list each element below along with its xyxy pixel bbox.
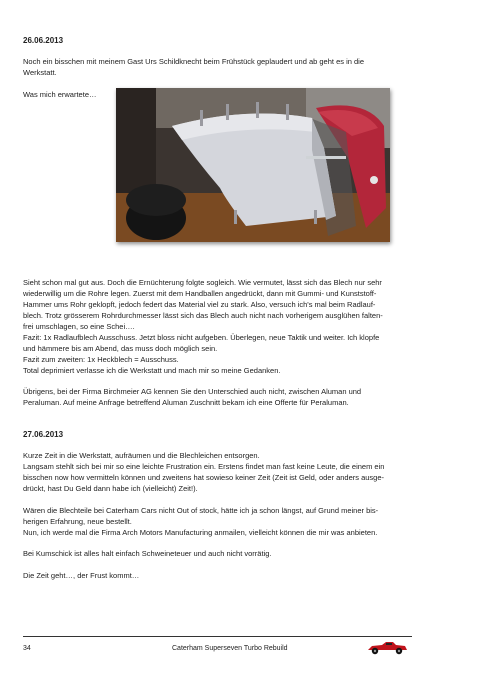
red-car-icon [366, 639, 408, 655]
paragraph-line: bisschen now how vermitteln können und zweitens hat sowieso keiner Zeit (Zeit ist Geld, oder anders ausge- [23, 473, 385, 482]
paragraph-line: frei umschlagen, so eine Schei…. [23, 322, 135, 331]
footer-divider [23, 636, 412, 637]
paragraph-line: Übrigens, bei der Firma Birchmeier AG kennen Sie den Unterschied auch nicht, zwischen Aluman und [23, 387, 362, 396]
paragraph-line: Peraluman. Auf meine Anfrage betreffend Aluman Zuschnitt bekam ich eine Offerte für Peraluman. [23, 398, 349, 407]
entry-date: 27.06.2013 [23, 430, 64, 439]
workshop-photo [116, 88, 390, 242]
paragraph-line: Bei Kumschick ist alles halt einfach Schweineteuer und auch nicht vorrätig. [23, 549, 272, 558]
paragraph-line: und hämmere bis am Abend, das muss doch möglich sein. [23, 344, 218, 353]
paragraph-line: Hammer ums Rohr geklopft, jedoch federt das Material viel zu stark. Also, versuch ich's mal beim Radlauf- [23, 300, 376, 309]
paragraph-line: drückt, hast Du Geld dann habe ich (vielleicht) Zeit!). [23, 484, 198, 493]
paragraph-line: Wären die Blechteile bei Caterham Cars nicht Out of stock, hätte ich ja schon längst, auf Grund meiner bis- [23, 506, 379, 515]
paragraph-line: Total deprimiert verlasse ich die Werkstatt und mach mir so meine Gedanken. [23, 366, 281, 375]
paragraph-line: Nun, ich werde mal die Firma Arch Motors Manufacturing anmailen, vielleicht können die mir was anbieten. [23, 528, 378, 537]
paragraph-line: Die Zeit geht…, der Frust kommt… [23, 571, 140, 580]
paragraph-line: Fazit: 1x Radlaufblech Ausschuss. Jetzt bloss nicht aufgeben. Überlegen, neue Taktik und weiter. Ich klopfe [23, 333, 380, 342]
paragraph-line: Fazit zum zweiten: 1x Heckblech = Ausschuss. [23, 355, 179, 364]
paragraph-line: blech. Trotz grösserem Rohrdurchmesser lässt sich das Blech auch nicht nach vorherigem ausglühen falten- [23, 311, 383, 320]
page-number: 34 [23, 645, 31, 652]
footer-title: Caterham Superseven Turbo Rebuild [172, 645, 288, 652]
paragraph-line: Kurze Zeit in die Werkstatt, aufräumen und die Blechleichen entsorgen. [23, 451, 260, 460]
aluminium-panel-illustration [116, 88, 390, 242]
entry-date: 26.06.2013 [23, 36, 64, 45]
paragraph-line: herigen Erfahrung, neue bestellt. [23, 517, 132, 526]
paragraph-line: Sieht schon mal gut aus. Doch die Ernüchterung folgte sogleich. Wie vermutet, lässt sich das Blech nur sehr [23, 278, 382, 287]
paragraph-line: wiederwillig um die Rohre legen. Zuerst mit dem Handballen angedrückt, dann mit Gummi- und Kunststoff- [23, 289, 377, 298]
paragraph-line: Was mich erwartete… [23, 90, 97, 99]
paragraph-line: Werkstatt. [23, 68, 57, 77]
paragraph-line: Noch ein bisschen mit meinem Gast Urs Schildknecht beim Frühstück geplaudert und ab geht es in die [23, 57, 365, 66]
paragraph-line: Langsam stehlt sich bei mir so eine leichte Frustration ein. Erstens findet man fast keine Leute, die einem ein [23, 462, 385, 471]
